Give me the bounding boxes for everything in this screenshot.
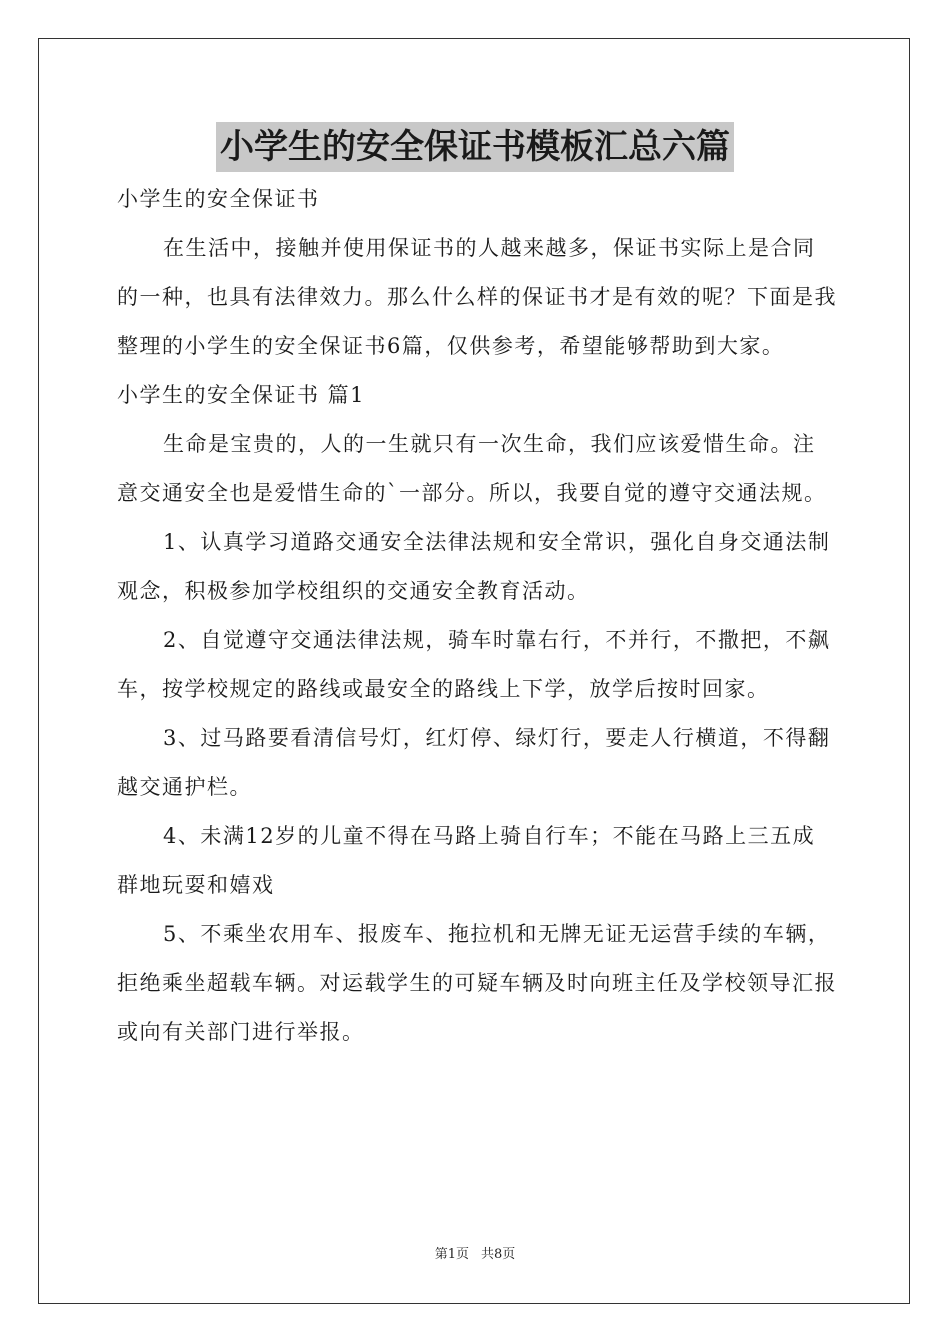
paragraph: 4、未满12岁的儿童不得在马路上骑自行车；不能在马路上三五成群地玩耍和嬉戏 <box>117 824 816 897</box>
paragraph: 1、认真学习道路交通安全法律法规和安全常识，强化自身交通法制观念，积极参加学校组织的交通安全教育活动。 <box>117 530 831 603</box>
document-title: 小学生的安全保证书模板汇总六篇 <box>216 122 734 172</box>
paragraph-heading: 小学生的安全保证书 篇1 <box>117 383 366 407</box>
paragraph: 3、过马路要看清信号灯，红灯停、绿灯行，要走人行横道，不得翻越交通护栏。 <box>117 726 831 799</box>
paragraph-heading: 小学生的安全保证书 <box>117 187 320 211</box>
paragraph: 在生活中，接触并使用保证书的人越来越多，保证书实际上是合同的一种，也具有法律效力。那么什么样的保证书才是有效的呢？下面是我整理的小学生的安全保证书6篇，仅供参考，希望能够帮助到大家。 <box>117 236 837 358</box>
document-body <box>117 175 837 1057</box>
page-total: 共8页 <box>481 1247 516 1262</box>
paragraph: 5、不乘坐农用车、报废车、拖拉机和无牌无证无运营手续的车辆，拒绝乘坐超载车辆。对运载学生的可疑车辆及时向班主任及学校领导汇报或向有关部门进行举报。 <box>117 922 837 1044</box>
page-footer <box>0 1246 950 1264</box>
paragraph: 生命是宝贵的，人的一生就只有一次生命，我们应该爱惜生命。注意交通安全也是爱惜生命的`一部分。所以，我要自觉的遵守交通法规。 <box>117 432 827 505</box>
page-number: 第1页 <box>434 1247 469 1262</box>
paragraph: 2、自觉遵守交通法律法规，骑车时靠右行，不并行，不撒把，不飙车，按学校规定的路线或最安全的路线上下学，放学后按时回家。 <box>117 628 831 701</box>
title-container <box>0 122 950 172</box>
